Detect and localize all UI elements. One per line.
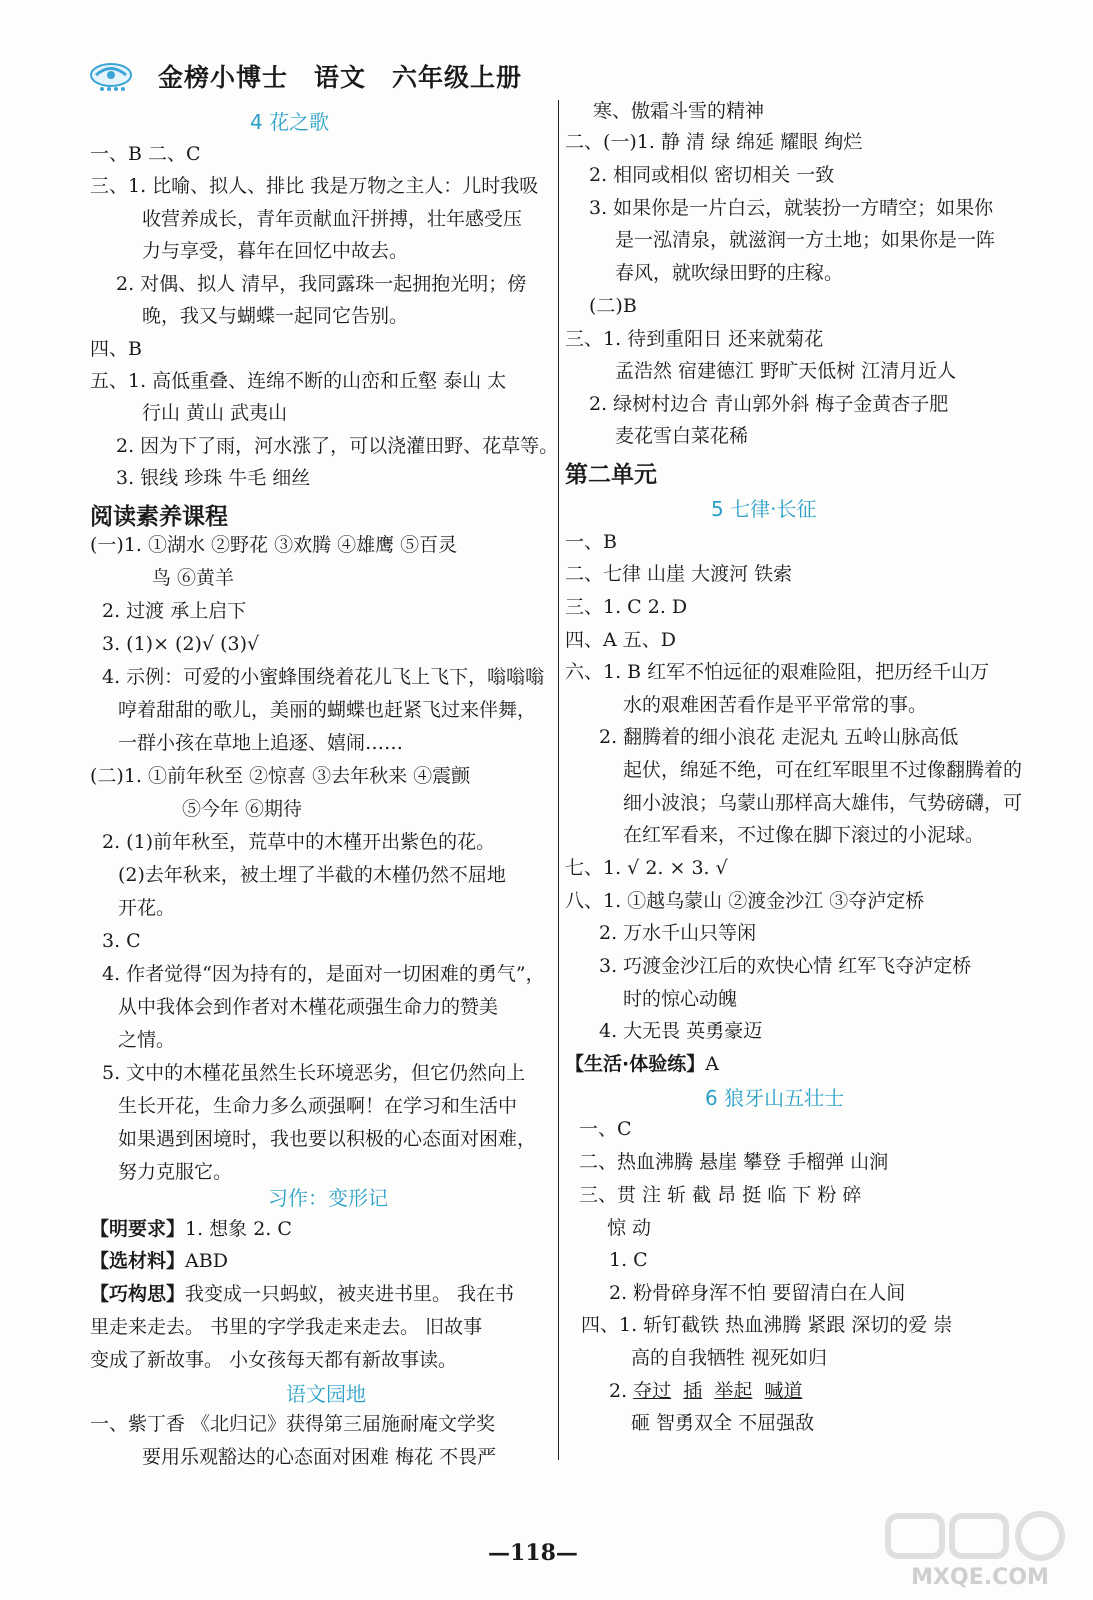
answer-line: 2. 万水千山只等闲 [599,922,757,944]
answer-line: (二)B [589,295,637,317]
underlined-word: 喊道 [764,1380,803,1402]
answer-line: 七、1. √ 2. × 3. √ [565,857,728,879]
underlined-word: 举起 [714,1380,753,1402]
answer-line: 三、1. 比喻、拟人、排比 我是万物之主人：儿时我吸 [90,175,539,197]
answer-line: 三、1. C 2. D [565,596,688,618]
answer-line: 六、1. B 红军不怕远征的艰难险阻，把历经千山万 [565,661,990,683]
answer-line: 2. 因为下了雨，河水涨了，可以浇灌田野、花草等。 [116,435,559,457]
answer-line: 一、紫丁香 《北归记》获得第三届施耐庵文学奖 [90,1413,496,1435]
answer-line: 四、A 五、D [565,629,676,651]
grade-name: 六年级上册 [392,63,523,92]
answer-text: ABD [185,1250,228,1272]
answer-line: 2. 绿树村边合 青山郭外斜 梅子金黄杏子肥 [589,393,949,415]
watermark-logo [880,1510,1080,1590]
answer-line: 3. (1)× (2)√ (3)√ [102,633,260,655]
answer-line [90,1216,292,1242]
answer-text: A [705,1053,719,1075]
watermark-text: MXQE.COM [911,1565,1049,1590]
answer-line: 八、1. ①越乌蒙山 ②渡金沙江 ③夺泸定桥 [565,890,925,912]
answer-line: 三、1. 待到重阳日 还来就菊花 [565,328,824,350]
answer-line: 孟浩然 宿建德江 野旷天低树 江清月近人 [615,360,957,382]
answer-line: 2. 对偶、拟人 清早，我同露珠一起拥抱光明；傍 [116,273,527,295]
answer-line: (2)去年秋来，被土埋了半截的木槿仍然不屈地 [118,864,506,886]
answer-line: 高的自我牺牲 视死如归 [631,1347,828,1369]
answer-line: 哼着甜甜的歌儿，美丽的蝴蝶也赶紧飞过来伴舞， [118,699,537,721]
answer-line: 要用乐观豁达的心态面对困难 梅花 不畏严 [142,1446,497,1468]
answer-text: 1. 想象 2. C [185,1218,292,1240]
answer-line: 细小波浪；乌蒙山那样高大雄伟，气势磅礴，可 [623,792,1023,814]
answer-line: 2. 过渡 承上启下 [102,600,247,622]
answer-line: 春风，就吹绿田野的庄稼。 [615,262,844,284]
answer-line: 鸟 ⑥黄羊 [152,567,235,589]
column-divider [558,100,559,1460]
unit-heading: 第二单元 [565,462,657,488]
answer-line: 是一泓清泉，就滋润一方土地；如果你是一阵 [615,229,996,251]
answer-line: 在红军看来，不过像在脚下滚过的小泥球。 [623,824,985,846]
answer-line: 一、C [579,1118,632,1140]
answer-line: 晚，我又与蝴蝶一起同它告别。 [142,305,409,327]
answer-line: 从中我体会到作者对木槿花顽强生命力的赞美 [118,996,499,1018]
answer-line: ⑤今年 ⑥期待 [182,798,303,820]
answer-line: 二、七律 山崖 大渡河 铁索 [565,563,793,585]
answer-line: 之情。 [118,1029,176,1051]
tag-label: 【明要求】 [90,1218,186,1240]
answer-line: 2. 相同或相似 密切相关 一致 [589,164,835,186]
lesson-title: 5 七律·长征 [711,497,817,521]
subject-name: 语文 [314,63,367,92]
answer-line: 力与享受，暮年在回忆中故去。 [142,240,409,262]
brand-name: 金榜小博士 [158,63,289,92]
answer-line: 变成了新故事。 小女孩每天都有新故事读。 [90,1349,458,1371]
tag-label: 【生活·体验练】 [565,1053,706,1075]
answer-line: 收营养成长，青年贡献血汗拼搏，壮年感受压 [142,208,523,230]
answer-line: 四、1. 斩钉截铁 热血沸腾 紧跟 深切的爱 崇 [581,1314,953,1336]
answer-line: (一)1. ①湖水 ②野花 ③欢腾 ④雄鹰 ⑤百灵 [90,534,458,556]
answer-line: 惊 动 [607,1217,652,1239]
book-title [158,58,548,94]
answer-line: 3. 如果你是一片白云，就装扮一方晴空；如果你 [589,197,994,219]
answer-line: 寒、傲霜斗雪的精神 [593,100,765,122]
logo-icon [88,60,134,94]
answer-line: 2. 粉骨碎身浑不怕 要留清白在人间 [609,1282,906,1304]
tag-label: 【选材料】 [90,1250,186,1272]
answer-line: 水的艰难困苦看作是平平常常的事。 [623,694,928,716]
answer-line: 砸 智勇双全 不屈强敌 [631,1412,815,1434]
answer-line: 3. 银线 珍珠 牛毛 细丝 [116,467,311,489]
answer-line: 行山 黄山 武夷山 [142,402,288,424]
answer-line: 生长开花，生命力多么顽强啊！在学习和生活中 [118,1095,518,1117]
answer-line [609,1378,803,1404]
answer-line: 二、(一)1. 静 清 绿 绵延 耀眼 绚烂 [565,131,863,153]
lesson-title: 习作：变形记 [268,1186,388,1210]
lesson-title: 6 狼牙山五壮士 [705,1086,845,1110]
answer-line: 开花。 [118,897,176,919]
page-number: —118— [488,1540,578,1566]
tag-label: 【巧构思】 [90,1283,186,1305]
answer-line: 2. (1)前年秋至，荒草中的木槿开出紫色的花。 [102,831,496,853]
answer-line: 麦花雪白菜花稀 [615,425,749,447]
answer-line: 努力克服它。 [118,1161,233,1183]
answer-line: 四、B [90,338,142,360]
answer-line: 2. 翻腾着的细小浪花 走泥丸 五岭山脉高低 [599,726,959,748]
answer-line: 五、1. 高低重叠、连绵不断的山峦和丘壑 泰山 太 [90,370,507,392]
answer-line: 一、B [565,531,617,553]
answer-line: (二)1. ①前年秋至 ②惊喜 ③去年秋来 ④震颤 [90,765,471,787]
answer-line: 一群小孩在草地上追逐、嬉闹…… [118,732,404,754]
answer-line: 时的惊心动魄 [623,988,738,1010]
answer-text: 2. [609,1380,634,1402]
answer-line [90,1281,514,1307]
underlined-word: 插 [683,1380,703,1402]
answer-text: 我变成一只蚂蚁，被夹进书里。 我在书 [185,1283,515,1305]
answer-line: 5. 文中的木槿花虽然生长环境恶劣，但它仍然向上 [102,1062,526,1084]
page-header [88,56,588,96]
answer-line: 一、B 二、C [90,143,201,165]
answer-line: 里走来走去。 书里的字学我走来走去。 旧故事 [90,1316,483,1338]
answer-line: 1. C [609,1249,648,1271]
answer-line [90,1248,228,1274]
answer-line: 二、热血沸腾 悬崖 攀登 手榴弹 山涧 [579,1151,889,1173]
answer-line: 如果遇到困境时，我也要以积极的心态面对困难， [118,1128,537,1150]
answer-line: 3. 巧渡金沙江后的欢快心情 红军飞夺泸定桥 [599,955,972,977]
lesson-title: 语文园地 [286,1382,366,1406]
answer-line: 4. 作者觉得“因为持有的，是面对一切困难的勇气”， [102,963,545,985]
underlined-word: 夺过 [633,1380,672,1402]
answer-line: 三、贯 注 斩 截 昂 挺 临 下 粉 碎 [579,1184,862,1206]
answer-line: 4. 示例：可爱的小蜜蜂围绕着花儿飞上飞下，嗡嗡嗡 [102,666,545,688]
section-heading: 阅读素养课程 [90,504,228,530]
answer-line [565,1051,719,1077]
lesson-title: 4 花之歌 [250,110,330,134]
answer-line: 3. C [102,930,141,952]
answer-line: 4. 大无畏 英勇豪迈 [599,1020,763,1042]
answer-line: 起伏，绵延不绝，可在红军眼里不过像翻腾着的 [623,759,1023,781]
